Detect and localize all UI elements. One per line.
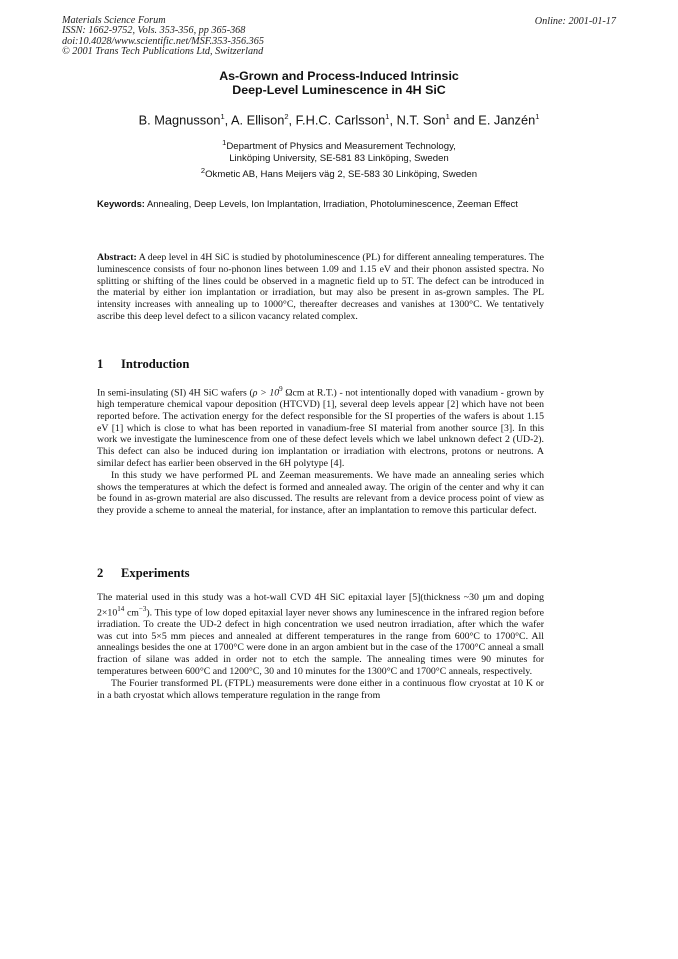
paragraph [97, 384, 544, 470]
journal-header [62, 16, 264, 58]
affiliation-mark: 1 [222, 138, 227, 147]
text-run: ρ > 10 [252, 387, 280, 399]
author-name: E. Janzén [478, 112, 536, 128]
text-run: cm [124, 607, 139, 619]
journal-issn: ISSN: 1662-9752, Vols. 353-356, pp 365-368 [62, 25, 246, 37]
section-heading-introduction [97, 357, 189, 372]
affiliation-1-line-1: Department of Physics and Measurement Technology, [226, 141, 456, 153]
paragraph [97, 592, 544, 678]
paragraph: The Fourier transformed PL (FTPL) measurements were done either in a continuous flow cryostat at 10 K or in a bath cryostat which allows temperature regulation in the range from [97, 677, 544, 701]
author-name: F.H.C. Carlsson [295, 112, 386, 128]
section-title: Introduction [121, 357, 190, 371]
text-run: ). This type of low doped epitaxial layer never shows any luminescence in the infrared region before irradiation. To create the UD-2 defect in high concentration we used neutron irradiation, after which the wafer was cut into 5×5 mm pieces and annealed at different temperatures in the range from 600°C to 1700°C. All annealings besides the one at 1700°C were done in an argon ambient but in the case of the 1700°C anneal a small fraction of silane was added in order not to etch the sample. The annealing times were 90 minutes for temperatures between 600°C and 1200°C, 30 and 10 minutes for the 1300°C and 1700°C anneals, respectively. [97, 607, 545, 678]
author-name: N.T. Son [396, 112, 446, 128]
journal-copyright: © 2001 Trans Tech Publications Ltd, Switzerland [62, 46, 264, 58]
section-title: Experiments [121, 566, 190, 580]
text-run: The material used in this study was a hot-wall CVD 4H SiC epitaxial layer [5](thickness ~30 μm and doping 2×10 [97, 592, 544, 619]
author-separator: , [389, 112, 397, 128]
author-separator: and [449, 112, 479, 128]
author-separator: , [288, 112, 296, 128]
section-number: 1 [97, 357, 104, 371]
affiliation-1 [0, 137, 678, 164]
author-affiliation-mark: 1 [535, 112, 540, 121]
affiliation-2 [0, 165, 678, 181]
title-line-2: Deep-Level Luminescence in 4H SiC [232, 83, 446, 97]
keywords-label: Keywords: [97, 198, 145, 209]
paragraph: In this study we have performed PL and Zeeman measurements. We have made an annealing series which shows the temperatures at which the defect is formed and annealed away. The origin of the center and why it can be found in as-grown material are also discussed. The results are relevant from a device process point of view as they provide a scheme to anneal the material, for instance, after an implantation to remove this particular defect. [97, 469, 544, 517]
affiliation-2-line-1: Okmetic AB, Hans Meijers väg 2, SE-583 30 Linköping, Sweden [205, 169, 478, 181]
online-date: Online: 2001-01-17 [534, 16, 616, 27]
author-separator: , [224, 112, 232, 128]
abstract-label: Abstract: [97, 252, 137, 263]
journal-name: Materials Science Forum [62, 15, 166, 26]
superscript: 9 [279, 385, 283, 393]
author-name: B. Magnusson [138, 112, 221, 128]
keywords [97, 198, 557, 210]
abstract-text: A deep level in 4H SiC is studied by photoluminescence (PL) for different annealing temperatures. The luminescence consists of four no-phonon lines between 1.09 and 1.15 eV and their phonon assisted spectra. No splitting or shifting of the lines could be observed in a magnetic field up to 5T. The defect can be introduced in the material by either ion implantation or irradiation, but may also be present in as-grown samples. The PL intensity increases with annealing up to 1000°C, thereafter decreases and vanishes at 1300°C. We tentatively ascribe this deep level defect to a silicon vacancy related complex. [97, 252, 544, 322]
keywords-text: Annealing, Deep Levels, Ion Implantation, Irradiation, Photoluminescence, Zeeman Effect [147, 198, 518, 209]
experiments-body [97, 592, 544, 701]
author-list [0, 112, 678, 127]
author-name: A. Ellison [231, 112, 285, 128]
introduction-body [97, 384, 544, 517]
section-heading-experiments [97, 566, 190, 581]
paper-title [0, 69, 678, 97]
section-number: 2 [97, 566, 104, 580]
superscript: 14 [117, 604, 125, 613]
author-affiliation-mark: 1 [445, 112, 450, 121]
affiliation-1-line-2: Linköping University, SE-581 83 Linköping, Sweden [229, 152, 449, 164]
abstract [97, 252, 544, 323]
affiliation-mark: 2 [200, 166, 206, 175]
text-run: In semi-insulating (SI) 4H SiC wafers ( [97, 387, 253, 399]
author-affiliation-mark: 1 [220, 112, 225, 121]
author-affiliation-mark: 1 [385, 112, 390, 121]
journal-doi[interactable]: doi:10.4028/www.scientific.net/MSF.353-356.365 [62, 35, 264, 47]
author-affiliation-mark: 2 [284, 112, 289, 121]
superscript: −3 [138, 604, 147, 613]
title-line-1: As-Grown and Process-Induced Intrinsic [219, 69, 459, 83]
text-run: Ωcm at R.T.) - not intentionally doped with vanadium - grown by high temperature chemical vapour deposition (HTCVD) [1], several deep levels appear [2] which have not been reported before. The activation energy for the defect responsible for the SI properties of the wafers is about 1.15 eV [1] which is close to what has been reported in vanadium-free SI material from another source [3]. In this work we investigate the luminescence from one of these defect levels which we label unknown defect 2 (UD-2). This defect can also be induced during ion implantation or irradiation with electrons, protons or neutrons. A similar defect has earlier been observed in the 6H polytype [4]. [97, 387, 544, 470]
